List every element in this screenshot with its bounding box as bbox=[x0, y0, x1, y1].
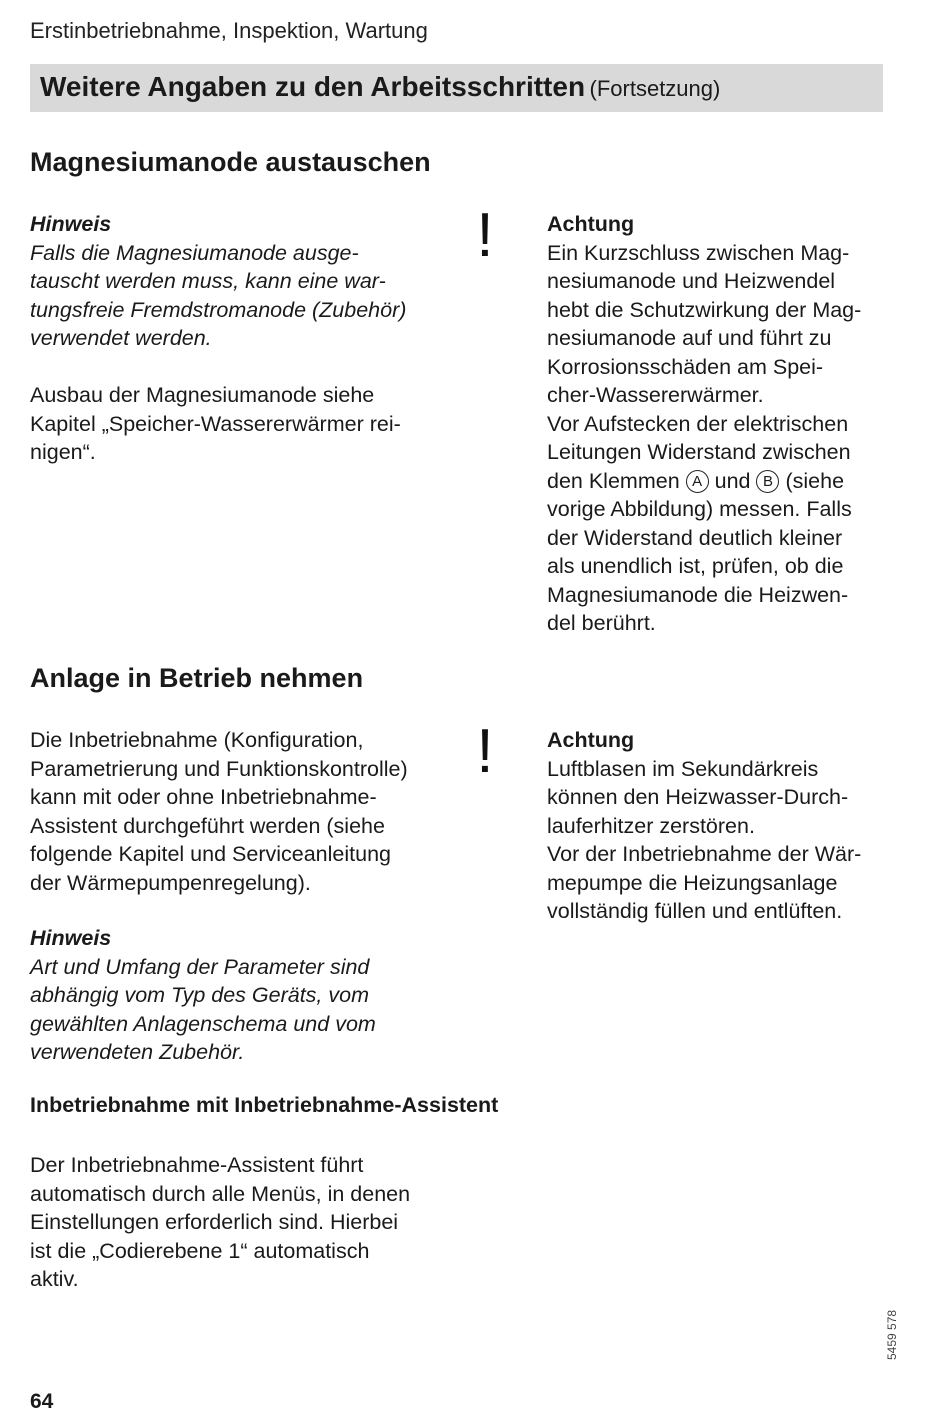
warning-line: Magnesiumanode die Heizwen- bbox=[547, 582, 849, 607]
assistant-line: automatisch durch alle Menüs, in denen bbox=[30, 1181, 411, 1206]
note-line: tauscht werden muss, kann eine war- bbox=[30, 269, 386, 293]
warning-line: Vor Aufstecken der elektrischen bbox=[547, 411, 849, 436]
warning-label: Achtung bbox=[547, 728, 635, 752]
commissioning-intro bbox=[30, 726, 460, 897]
intro-line: Parametrierung und Funktionskontrolle) bbox=[30, 756, 408, 781]
warning-line: vollständig füllen und entlüften. bbox=[547, 899, 843, 923]
running-header: Erstinbetriebnahme, Inspektion, Wartung bbox=[30, 18, 428, 43]
warning-line: nesiumanode auf und führt zu bbox=[547, 326, 832, 350]
warning-line-clamps bbox=[547, 467, 892, 496]
note-line: tungsfreie Fremdstromanode (Zubehör) bbox=[30, 297, 407, 322]
clamp-text: (siehe bbox=[785, 468, 845, 493]
warning-line: als unendlich ist, prüfen, ob die bbox=[547, 554, 844, 578]
note-line: Falls die Magnesiumanode ausge- bbox=[30, 240, 359, 265]
note-line: Art und Umfang der Parameter sind bbox=[30, 954, 370, 979]
warning-line: hebt die Schutzwirkung der Mag- bbox=[547, 297, 862, 322]
magnesium-note bbox=[30, 210, 460, 353]
document-number: 5459 578 bbox=[885, 1309, 899, 1360]
assistant-line: Der Inbetriebnahme-Assistent führt bbox=[30, 1153, 364, 1177]
section-title: Weitere Angaben zu den Arbeitsschritten bbox=[40, 71, 586, 102]
assistant-line: Einstellungen erforderlich sind. Hierbei bbox=[30, 1210, 399, 1234]
commissioning-warning bbox=[547, 726, 892, 926]
warning-line: del berührt. bbox=[547, 611, 656, 635]
warning-exclamation-icon: ! bbox=[476, 717, 494, 786]
intro-line: folgende Kapitel und Serviceanleitung bbox=[30, 842, 391, 866]
assistant-line: ist die „Codierebene 1“ automatisch bbox=[30, 1238, 370, 1263]
body-line: nigen“. bbox=[30, 440, 96, 464]
warning-line: Ein Kurzschluss zwischen Mag- bbox=[547, 240, 850, 265]
subheading-assistant: Inbetriebnahme mit Inbetriebnahme-Assistent bbox=[30, 1093, 499, 1117]
intro-line: Assistent durchgeführt werden (siehe bbox=[30, 813, 385, 838]
warning-line: der Widerstand deutlich kleiner bbox=[547, 525, 843, 550]
clamp-b-marker: B bbox=[756, 470, 779, 493]
note-label: Hinweis bbox=[30, 926, 112, 950]
note-line: verwendet werden. bbox=[30, 326, 212, 350]
warning-exclamation-icon: ! bbox=[476, 201, 494, 270]
warning-line: vorige Abbildung) messen. Falls bbox=[547, 497, 852, 521]
warning-line: können den Heizwasser-Durch- bbox=[547, 785, 849, 809]
intro-line: der Wärmepumpenregelung). bbox=[30, 870, 311, 895]
body-line: Ausbau der Magnesiumanode siehe bbox=[30, 383, 375, 407]
warning-line: cher-Wassererwärmer. bbox=[547, 383, 764, 407]
warning-line: lauferhitzer zerstören. bbox=[547, 813, 755, 838]
clamp-text: und bbox=[714, 468, 751, 493]
intro-line: kann mit oder ohne Inbetriebnahme- bbox=[30, 785, 377, 809]
section-title-bar bbox=[30, 64, 883, 112]
clamp-text: den Klemmen bbox=[547, 468, 680, 493]
warning-line: mepumpe die Heizungsanlage bbox=[547, 870, 838, 895]
assistant-body bbox=[30, 1151, 460, 1294]
commissioning-note bbox=[30, 924, 460, 1067]
magnesium-warning bbox=[547, 210, 892, 638]
assistant-line: aktiv. bbox=[30, 1267, 79, 1291]
warning-label: Achtung bbox=[547, 212, 635, 236]
warning-line: nesiumanode und Heizwendel bbox=[547, 269, 836, 293]
warning-line: Leitungen Widerstand zwischen bbox=[547, 440, 851, 464]
note-line: abhängig vom Typ des Geräts, vom bbox=[30, 983, 369, 1007]
heading-commissioning: Anlage in Betrieb nehmen bbox=[30, 663, 364, 693]
clamp-a-marker: A bbox=[686, 470, 709, 493]
page-number: 64 bbox=[30, 1390, 54, 1413]
warning-line: Luftblasen im Sekundärkreis bbox=[547, 756, 819, 781]
magnesium-body bbox=[30, 381, 460, 467]
heading-magnesium-anode: Magnesiumanode austauschen bbox=[30, 147, 431, 177]
warning-line: Korrosionsschäden am Spei- bbox=[547, 354, 824, 379]
warning-line: Vor der Inbetriebnahme der Wär- bbox=[547, 842, 862, 866]
section-title-suffix: (Fortsetzung) bbox=[589, 76, 721, 101]
intro-line: Die Inbetriebnahme (Konfiguration, bbox=[30, 728, 364, 752]
body-line: Kapitel „Speicher-Wassererwärmer rei- bbox=[30, 411, 401, 436]
note-line: gewählten Anlagenschema und vom bbox=[30, 1011, 376, 1036]
note-label: Hinweis bbox=[30, 212, 112, 236]
note-line: verwendeten Zubehör. bbox=[30, 1040, 245, 1064]
